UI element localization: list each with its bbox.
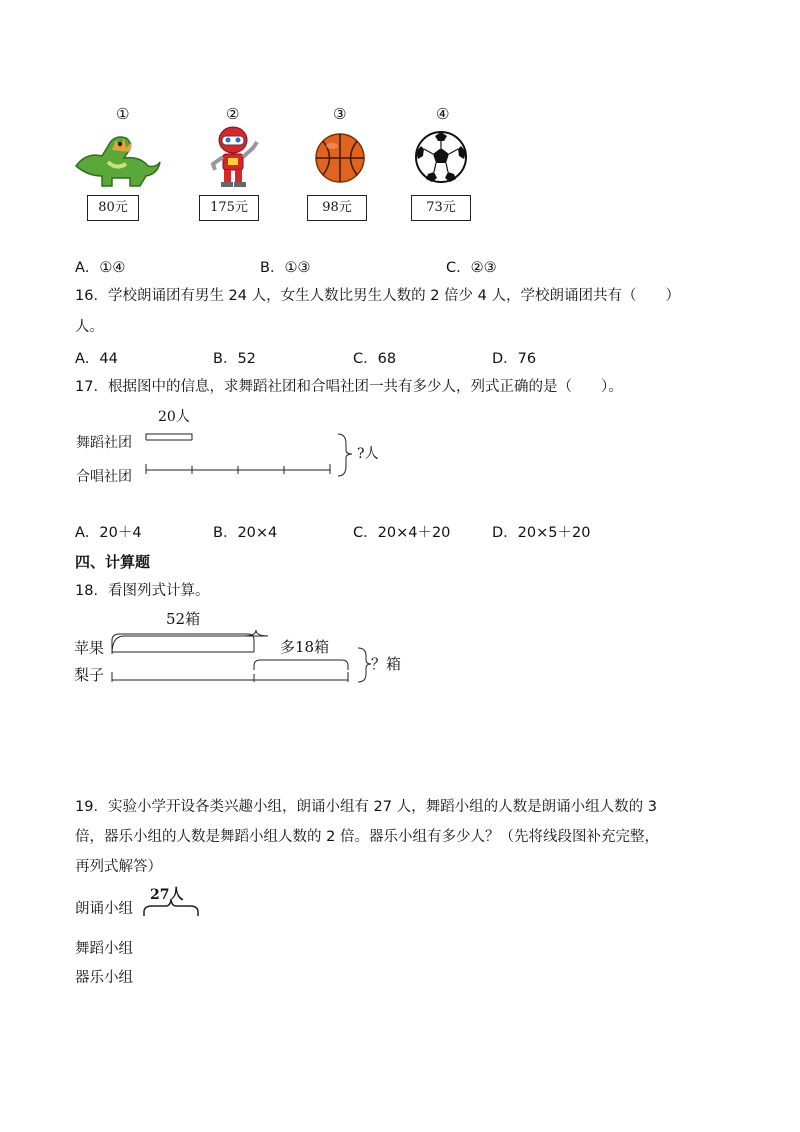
line-segment-diagram-18 [104,626,374,686]
price-tag: 175元 [199,195,259,221]
option-b: B．20×4 [213,525,278,541]
section-heading: 四、计算题 [75,553,151,571]
segment-label-band: 器乐小组 [75,970,133,986]
segment-label-dance: 舞蹈社团 [76,435,132,451]
line-segment-diagram-17 [140,420,360,482]
option-b: B．①③ [260,260,311,276]
question-19-line2: 倍，器乐小组的人数是舞蹈小组人数的 2 倍。器乐小组有多少人？（先将线段图补充完整， [75,829,659,845]
basketball-icon [314,132,366,184]
price-tag: 73元 [411,195,471,221]
price-tag: 98元 [307,195,367,221]
total-label: ?人 [357,446,379,462]
option-d: D．20×5＋20 [492,525,591,541]
question-17-text: 17．根据图中的信息，求舞蹈社团和合唱社团一共有多少人，列式正确的是（ ）。 [75,379,623,395]
price-tag: 80元 [87,195,139,221]
question-18-text: 18．看图列式计算。 [75,583,210,599]
segment-top-label: 20人 [158,409,190,425]
option-c: C．②③ [446,260,497,276]
product-number: ④ [436,105,450,123]
segment-extra-label: 多18箱 [280,638,330,656]
line-segment-diagram-19 [140,898,204,920]
option-a: A．44 [75,351,118,367]
robot-icon [205,124,265,190]
option-b: B．52 [213,351,256,367]
segment-label-recitation: 朗诵小组 [75,901,133,917]
question-19-line1: 19．实验小学开设各类兴趣小组，朗诵小组有 27 人，舞蹈小组的人数是朗诵小组人数的 3 [75,799,657,815]
question-19-line3: 再列式解答） [75,859,162,875]
soccer-ball-icon [414,130,468,184]
product-number: ① [116,105,130,123]
option-c: C．68 [353,351,397,367]
option-a: A．20＋4 [75,525,142,541]
dinosaur-icon [68,126,164,188]
product-number: ③ [333,105,347,123]
product-number: ② [226,105,240,123]
question-16-line1: 16．学校朗诵团有男生 24 人，女生人数比男生人数的 2 倍少 4 人，学校朗诵团共有（ ） [75,288,681,304]
segment-label-dance: 舞蹈小组 [75,941,133,957]
segment-top-label: 27人 [150,887,184,903]
option-d: D．76 [492,351,537,367]
option-c: C．20×4＋20 [353,525,451,541]
question-16-line2: 人。 [75,319,104,335]
segment-label-apple: 苹果 [74,639,105,657]
segment-top-label: 52箱 [166,610,201,628]
segment-label-pear: 梨子 [74,666,105,684]
segment-label-choir: 合唱社团 [76,469,132,485]
total-label: ？箱 [371,655,402,673]
option-a: A．①④ [75,260,126,276]
